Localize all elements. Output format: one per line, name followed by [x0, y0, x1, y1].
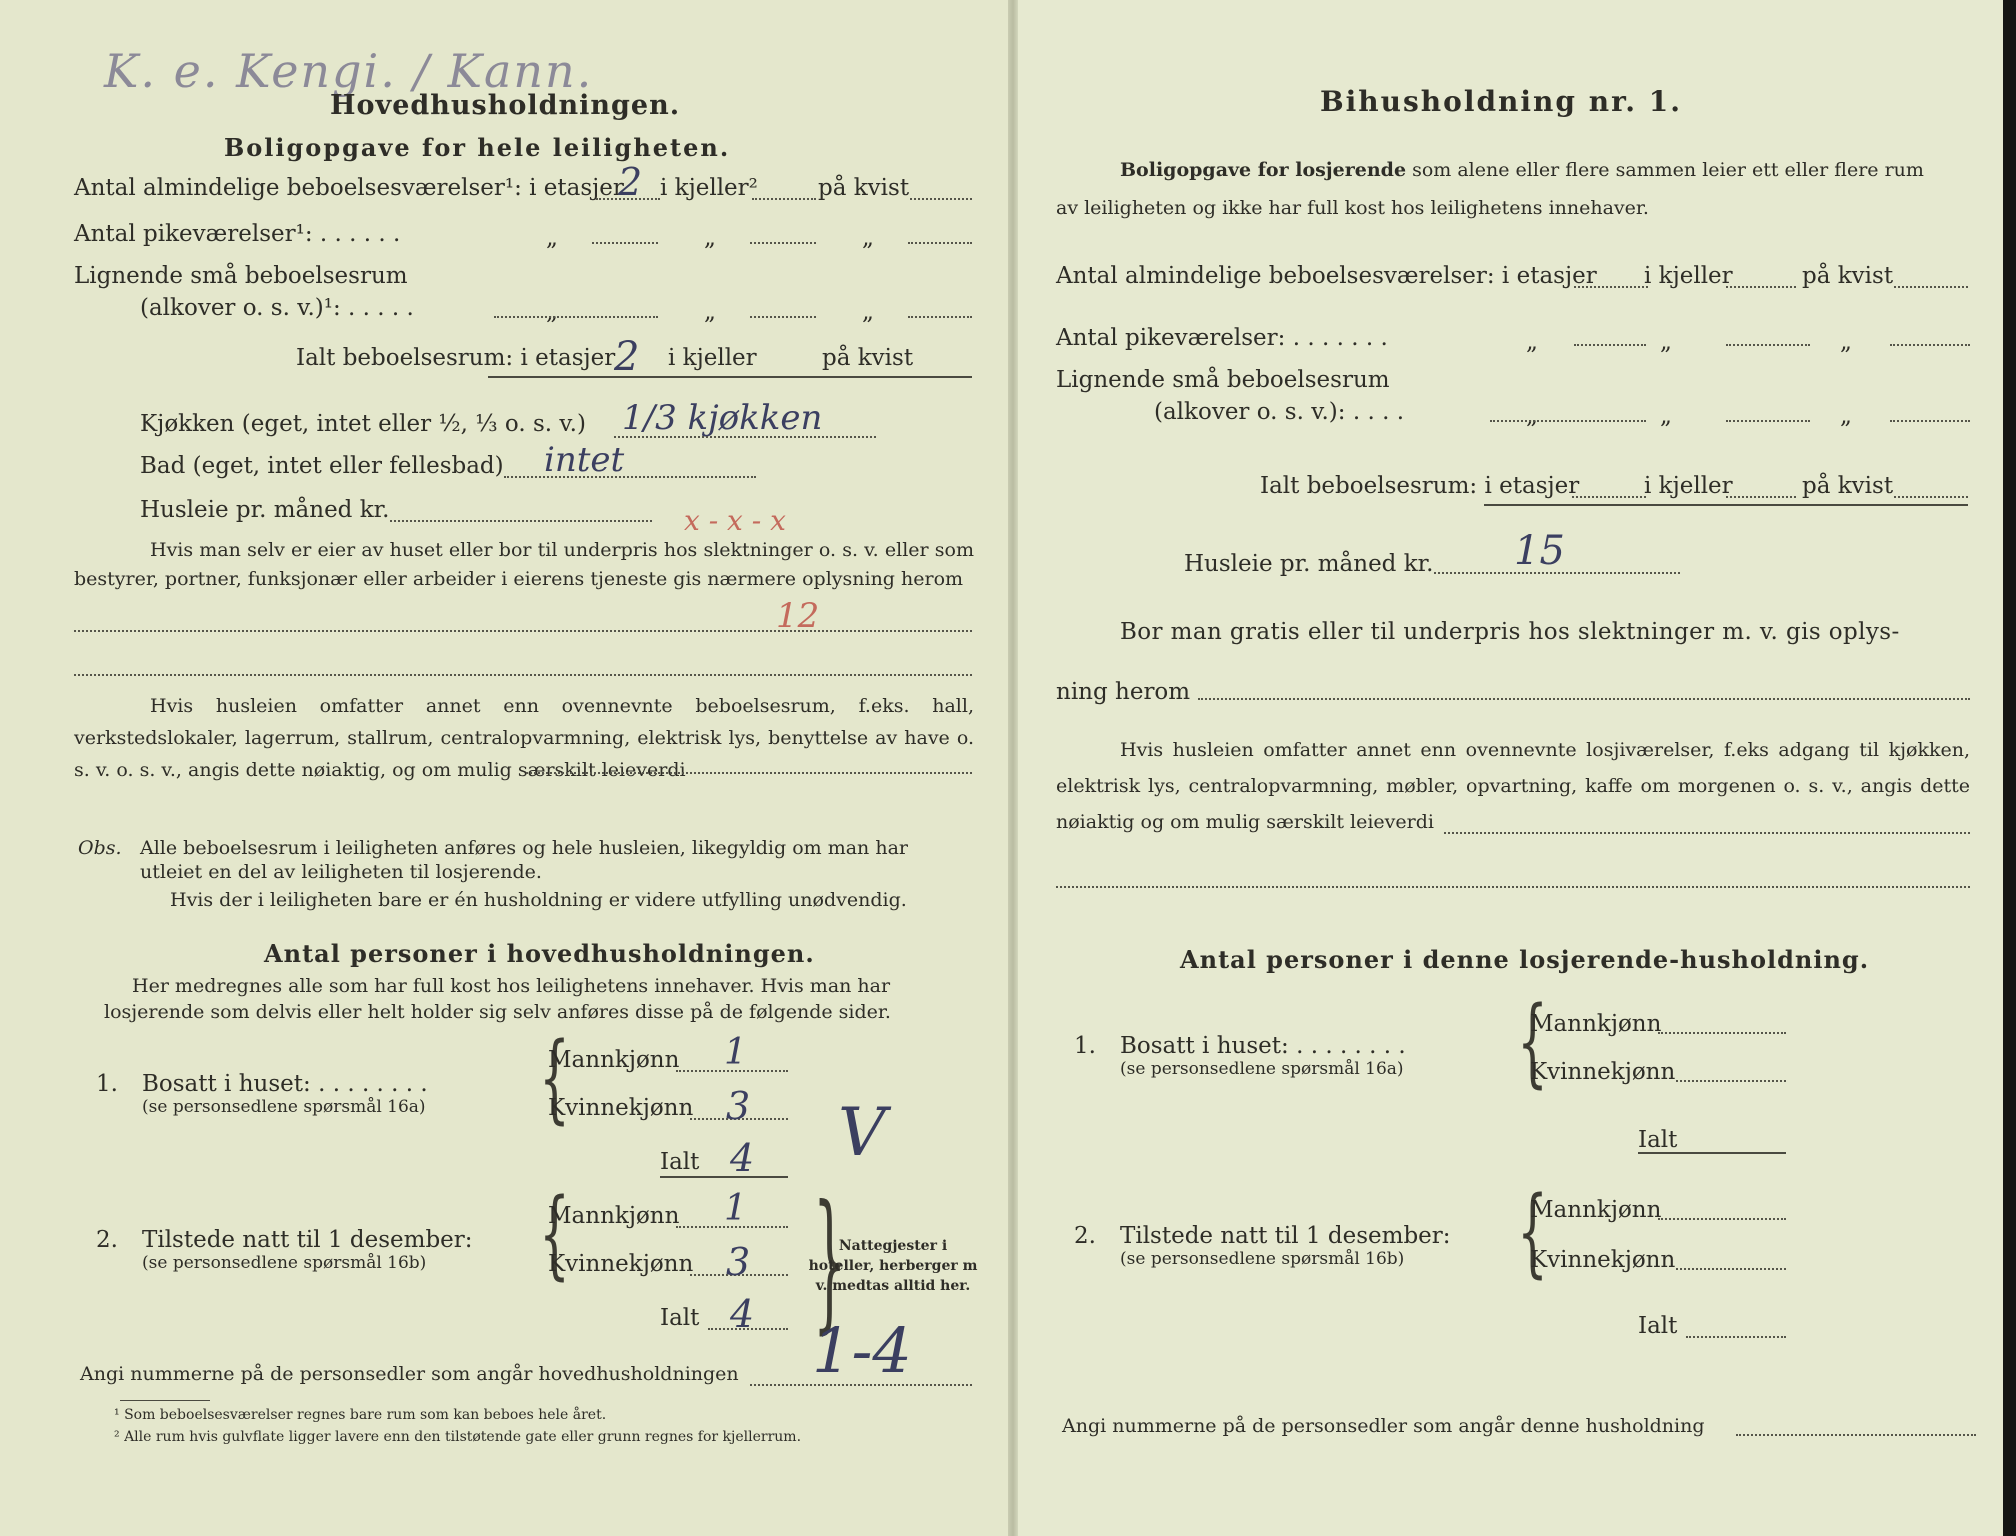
- total-rooms-kjeller-label: i kjeller: [1644, 473, 1733, 499]
- rent-line: [390, 520, 652, 522]
- total-rooms-kjeller-label: i kjeller: [668, 345, 757, 371]
- rooms-kjeller-line: [1726, 286, 1796, 288]
- resident-brace: {: [539, 1022, 570, 1134]
- present-number: 2.: [1074, 1223, 1096, 1249]
- present-male-line: [1658, 1218, 1786, 1220]
- ditto-mark: „: [704, 225, 716, 251]
- person-numbers-label: Angi nummerne på de personsedler som angår denne husholdning: [1062, 1415, 1705, 1437]
- ditto-line: [750, 242, 816, 244]
- total-rooms-label: Ialt beboelsesrum: i etasjer: [296, 345, 616, 371]
- present-male-label: Mannkjønn: [1530, 1197, 1662, 1223]
- person-numbers-line: [1736, 1434, 1976, 1436]
- rooms-etasjer-line: [1574, 286, 1648, 288]
- intro-line-2: av leiligheten og ikke har full kost hos leilighetens innehaver.: [1056, 197, 1649, 219]
- ditto-line: [1726, 344, 1810, 346]
- resident-male-value: 1: [724, 1032, 747, 1073]
- total-rooms-kvist-line: [1894, 496, 1968, 498]
- rooms-kvist-label: på kvist: [818, 175, 910, 201]
- page-title: Hovedhusholdningen.: [330, 90, 681, 121]
- total-rooms-kvist-label: på kvist: [822, 345, 914, 371]
- ditto-mark: „: [546, 225, 558, 251]
- present-total-line: [1686, 1336, 1786, 1338]
- persons-title: Antal personer i denne losjerende-husholdning.: [1180, 945, 1870, 974]
- kitchen-line: [614, 436, 876, 438]
- ditto-mark: „: [862, 299, 874, 325]
- total-rooms-kjeller-line: [1726, 496, 1796, 498]
- ditto-mark: „: [1840, 329, 1852, 355]
- ditto-line: [908, 316, 972, 318]
- total-rooms-etasjer-line: [1572, 496, 1646, 498]
- ditto-line: [1890, 420, 1970, 422]
- total-rooms-rule: [488, 376, 972, 378]
- alcove-rooms-sub: (alkover o. s. v.): . . . .: [1154, 399, 1405, 425]
- ditto-mark: „: [1840, 403, 1852, 429]
- intro-rest: som alene eller flere sammen leier ett eller flere rum: [1412, 159, 1924, 181]
- ditto-line: [1574, 344, 1646, 346]
- rooms-kjeller-label: i kjeller: [1644, 263, 1733, 289]
- obs-line-2: utleiet en del av leiligheten til losjerende.: [140, 861, 542, 883]
- ditto-line: [1890, 344, 1970, 346]
- rent-includes-line-1: [1444, 832, 1970, 834]
- footnote-2: ² Alle rum hvis gulvflate ligger lavere enn den tilstøtende gate eller grunn regnes for kjellerrum.: [114, 1429, 802, 1445]
- page-title: Bihusholdning nr. 1.: [1320, 85, 1682, 118]
- rooms-kjeller-label: i kjeller²: [660, 175, 758, 201]
- present-label: Tilstede natt til 1 desember:: [142, 1227, 473, 1253]
- resident-female-label: Kvinnekjønn: [548, 1095, 694, 1121]
- resident-total-label: Ialt: [1638, 1127, 1678, 1153]
- alcove-rooms-label: Lignende små beboelsesrum: [74, 263, 408, 289]
- rent-label: Husleie pr. måned kr.: [140, 497, 390, 523]
- rent-includes-line: [526, 772, 972, 774]
- rent-value: 15: [1514, 528, 1565, 574]
- ditto-mark: „: [1660, 403, 1672, 429]
- ditto-line: [592, 242, 658, 244]
- present-female-value: 3: [726, 1240, 751, 1284]
- present-male-value: 1: [724, 1188, 747, 1229]
- resident-sub: (se personsedlene spørsmål 16a): [142, 1097, 426, 1117]
- rent-label: Husleie pr. måned kr.: [1184, 551, 1434, 577]
- ditto-line: [750, 316, 816, 318]
- resident-number: 1.: [96, 1071, 118, 1097]
- owner-info-line-1: [74, 630, 972, 632]
- resident-male-line: [1658, 1032, 1786, 1034]
- present-total-label: Ialt: [1638, 1313, 1678, 1339]
- present-sub: (se personsedlene spørsmål 16b): [1120, 1249, 1405, 1269]
- ditto-mark: „: [1526, 403, 1538, 429]
- rooms-kvist-line: [1894, 286, 1968, 288]
- free-housing-line: [1198, 698, 1970, 700]
- obs-line-1: Alle beboelsesrum i leiligheten anføres og hele husleien, likegyldig om man har: [140, 837, 908, 859]
- present-close-brace: }: [813, 1174, 847, 1348]
- bath-value: intet: [544, 440, 625, 480]
- resident-total-rule: [660, 1176, 788, 1178]
- alcove-rooms-sub: (alkover o. s. v.)¹: . . . . .: [140, 295, 414, 321]
- kitchen-label: Kjøkken (eget, intet eller ½, ⅓ o. s. v.): [140, 411, 586, 437]
- ditto-line: [908, 242, 972, 244]
- present-brace: {: [539, 1178, 570, 1290]
- kitchen-value: 1/3 kjøkken: [622, 398, 823, 438]
- rooms-kvist-line: [910, 198, 972, 200]
- persons-note-2: losjerende som delvis eller helt holder sig selv anføres disse på de følgende sider.: [104, 1001, 891, 1023]
- persons-note-1: Her medregnes alle som har full kost hos leilighetens innehaver. Hvis man har: [132, 975, 891, 997]
- free-housing-line-2: ning herom: [1056, 679, 1191, 705]
- resident-male-label: Mannkjønn: [548, 1047, 680, 1073]
- rooms-kvist-label: på kvist: [1802, 263, 1894, 289]
- ditto-line: [1726, 420, 1810, 422]
- ditto-mark: „: [704, 299, 716, 325]
- ditto-mark: „: [546, 299, 558, 325]
- handwritten-corner-note: K. e. Kengi. / Kann.: [104, 44, 594, 98]
- maid-rooms-label: Antal pikeværelser¹: . . . . . .: [74, 221, 401, 247]
- resident-female-line: [1676, 1080, 1786, 1082]
- overnight-guests-note: Nattegjester i hoteller, herberger m v. medtas alltid her.: [808, 1238, 978, 1294]
- free-housing-line-1: Bor man gratis eller til underpris hos slektninger m. v. gis oplys-: [1120, 619, 1900, 645]
- resident-label: Bosatt i huset: . . . . . . . .: [142, 1071, 428, 1097]
- resident-label: Bosatt i huset: . . . . . . . .: [1120, 1033, 1406, 1059]
- book-spine: [1008, 0, 1018, 1536]
- resident-number: 1.: [1074, 1033, 1096, 1059]
- rent-includes-line-2: [1056, 886, 1970, 888]
- present-brace: {: [1517, 1176, 1548, 1288]
- present-male-label: Mannkjønn: [548, 1203, 680, 1229]
- ditto-line: [1490, 420, 1646, 422]
- ditto-mark: „: [1526, 329, 1538, 355]
- footnote-rule: [120, 1400, 210, 1401]
- bath-line: [504, 476, 756, 478]
- resident-female-label: Kvinnekjønn: [1530, 1059, 1676, 1085]
- page-subtitle: Boligopgave for hele leiligheten.: [224, 133, 731, 162]
- resident-brace: {: [1517, 986, 1548, 1098]
- present-label: Tilstede natt til 1 desember:: [1120, 1223, 1451, 1249]
- rooms-kjeller-line: [752, 198, 816, 200]
- owner-info-text: Hvis man selv er eier av huset eller bor til underpris hos slektninger o. s. v. eller som bestyrer, portner, funksjonær eller arbeider i eierens tjeneste gis nærmere oplysning herom: [74, 539, 974, 590]
- person-numbers-label: Angi nummerne på de personsedler som angår hovedhusholdningen: [80, 1363, 739, 1385]
- obs-label: Obs.: [78, 837, 122, 859]
- present-total-label: Ialt: [660, 1305, 700, 1331]
- ditto-mark: „: [1660, 329, 1672, 355]
- present-female-label: Kvinnekjønn: [1530, 1247, 1676, 1273]
- resident-total-rule: [1638, 1152, 1786, 1154]
- owner-info-line-2: [74, 674, 972, 676]
- sub-household-page: [1014, 0, 2003, 1536]
- resident-male-label: Mannkjønn: [1530, 1011, 1662, 1037]
- present-number: 2.: [96, 1227, 118, 1253]
- footnote-1: ¹ Som beboelsesværelser regnes bare rum som kan beboes hele året.: [114, 1407, 607, 1423]
- total-rooms-label: Ialt beboelsesrum: i etasjer: [1260, 473, 1580, 499]
- resident-total-value: 4: [730, 1136, 755, 1180]
- total-rooms-etasjer-value: 2: [614, 334, 640, 380]
- present-female-line: [1676, 1268, 1786, 1270]
- resident-sub: (se personsedlene spørsmål 16a): [1120, 1059, 1404, 1079]
- alcove-rooms-label: Lignende små beboelsesrum: [1056, 367, 1390, 393]
- rooms-label: Antal almindelige beboelsesværelser: i etasjer: [1056, 263, 1597, 289]
- ditto-line: [494, 316, 658, 318]
- maid-rooms-label: Antal pikeværelser: . . . . . . .: [1056, 325, 1388, 351]
- present-sub: (se personsedlene spørsmål 16b): [142, 1253, 427, 1273]
- ditto-mark: „: [862, 225, 874, 251]
- resident-check-mark: V: [838, 1094, 886, 1171]
- obs-line-3: Hvis der i leiligheten bare er én husholdning er videre utfylling unødvendig.: [170, 889, 907, 911]
- rooms-etasjer-value: 2: [618, 160, 643, 204]
- scan-border-right: [2003, 0, 2016, 1536]
- owner-info-value: 12: [776, 596, 820, 636]
- persons-title: Antal personer i hovedhusholdningen.: [264, 939, 815, 968]
- rent-includes-text: Hvis husleien omfatter annet enn ovennevnte losjiværelser, f.eks adgang til kjøkken, elektrisk lys, centralopvarmning, møbler, opvartning, kaffe om morgenen o. s. v., angis dette nøiaktig og om mulig særskilt leieverdi: [1056, 739, 1970, 833]
- intro-bold: Boligopgave for losjerende: [1120, 159, 1407, 181]
- rent-crossed-mark: x - x - x: [684, 504, 786, 537]
- present-female-label: Kvinnekjønn: [548, 1251, 694, 1277]
- present-total-value: 4: [730, 1292, 755, 1336]
- intro-line-1: [1120, 158, 1924, 182]
- bath-label: Bad (eget, intet eller fellesbad): [140, 453, 504, 479]
- rooms-label: Antal almindelige beboelsesværelser¹: i etasjer: [74, 175, 624, 201]
- total-rooms-rule: [1484, 504, 1968, 506]
- rent-includes-text: Hvis husleien omfatter annet enn ovennevnte beboelsesrum, f.eks. hall, verkstedslokaler, lagerrum, stallrum, centralopvarmning, elektrisk lys, benyttelse av have o. s. v. o. s. v., angis dette nøiaktig, og om mulig særskilt leieverdi: [74, 695, 974, 781]
- total-rooms-kvist-label: på kvist: [1802, 473, 1894, 499]
- resident-female-value: 3: [726, 1084, 751, 1128]
- resident-total-label: Ialt: [660, 1149, 700, 1175]
- person-numbers-value: 1-4: [812, 1314, 912, 1387]
